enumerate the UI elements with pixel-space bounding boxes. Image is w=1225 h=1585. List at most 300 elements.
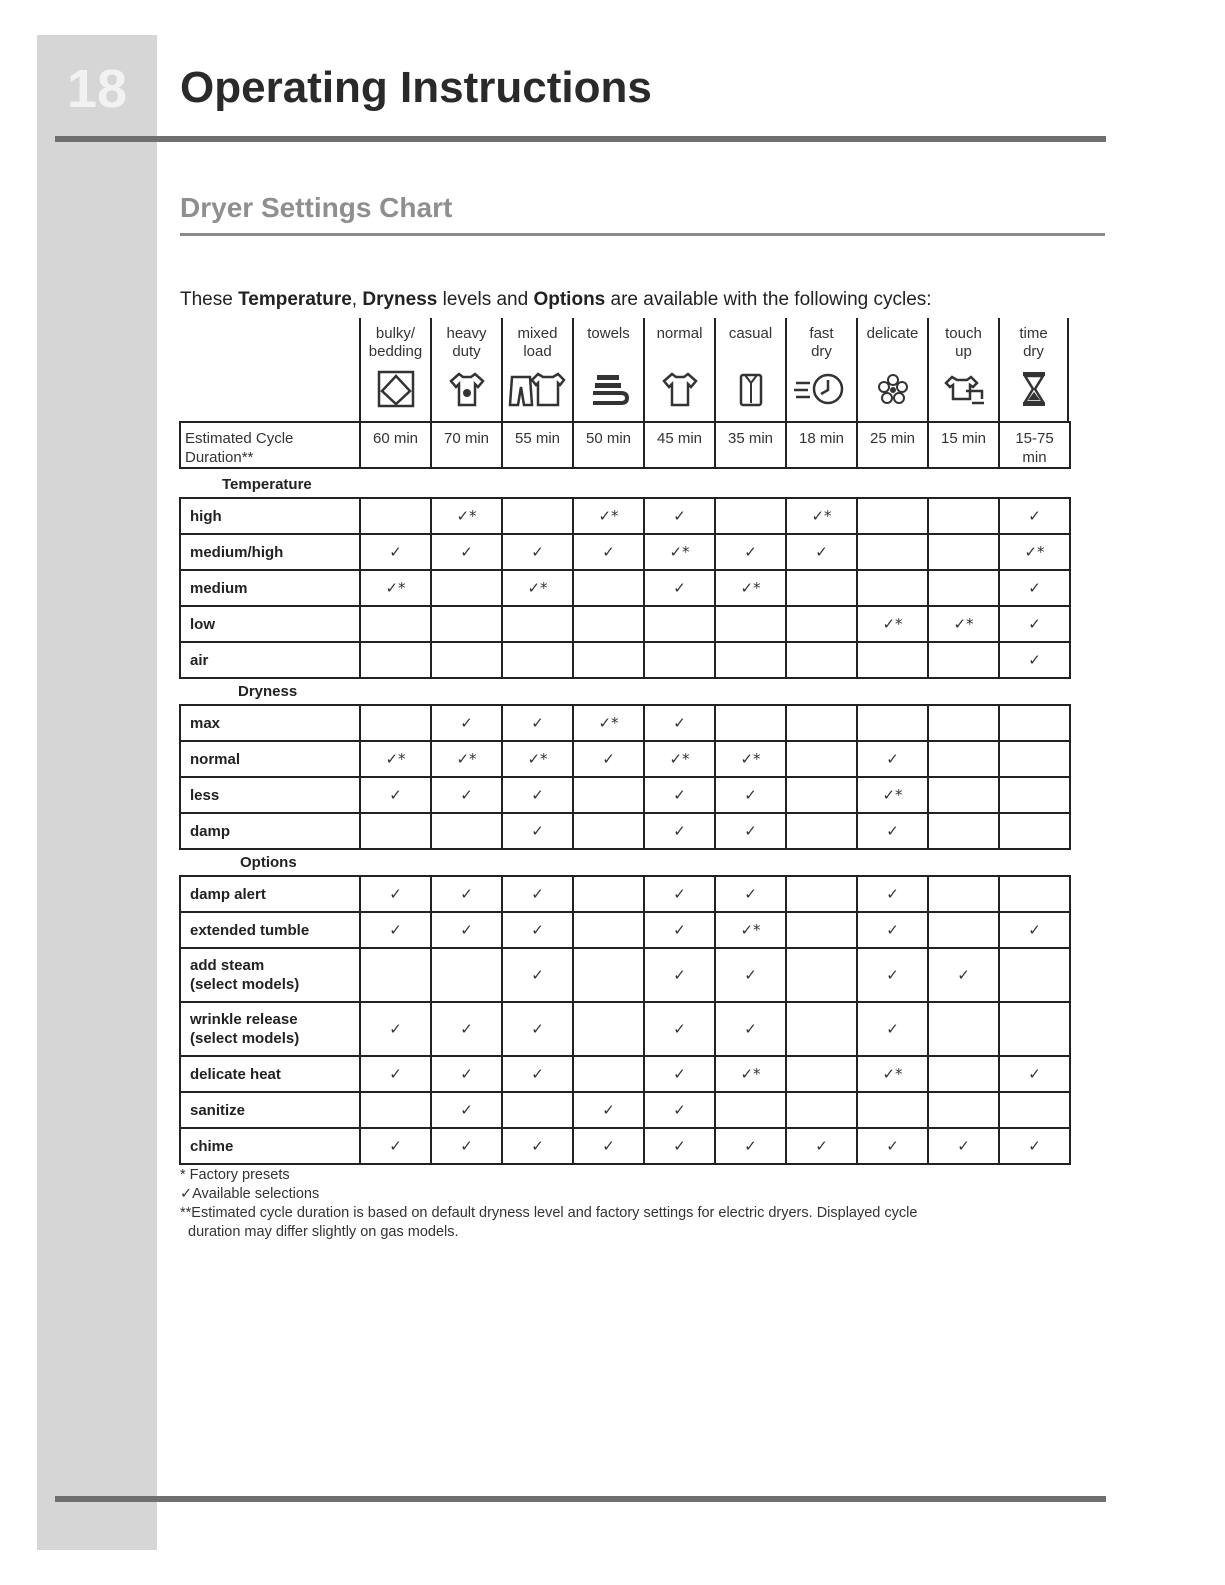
table-row xyxy=(180,876,1070,912)
check-mark: ✓ xyxy=(673,506,686,525)
check-mark: ✓* xyxy=(527,749,548,768)
check-mark: ✓ xyxy=(957,1136,970,1155)
check-cell xyxy=(928,813,999,849)
row-label: sanitize xyxy=(180,1092,360,1128)
table-row xyxy=(180,948,1070,1002)
check-cell xyxy=(999,570,1070,606)
check-mark: ✓ xyxy=(531,821,544,840)
check-cell xyxy=(431,1056,502,1092)
check-mark: ✓ xyxy=(815,1136,828,1155)
footnote-estimated-duration-cont: duration may differ slightly on gas models. xyxy=(188,1224,459,1240)
cycle-label: casual xyxy=(728,325,773,342)
check-cell xyxy=(431,498,502,534)
check-cell xyxy=(360,606,431,642)
table-row xyxy=(180,1002,1070,1056)
cycle-label: towels xyxy=(587,325,630,342)
casual-shirt-icon xyxy=(731,369,771,409)
check-cell xyxy=(360,642,431,678)
cycle-label: bulky/ bedding xyxy=(368,325,423,360)
options-table xyxy=(179,875,1071,1165)
check-mark: ✓ xyxy=(673,578,686,597)
check-cell xyxy=(999,534,1070,570)
check-cell xyxy=(431,642,502,678)
check-cell xyxy=(573,912,644,948)
check-mark: ✓ xyxy=(531,884,544,903)
check-mark: ✓ xyxy=(389,884,402,903)
check-cell xyxy=(573,534,644,570)
check-cell xyxy=(928,876,999,912)
check-mark: ✓* xyxy=(740,1064,761,1083)
check-cell xyxy=(715,876,786,912)
check-mark: ✓ xyxy=(602,1136,615,1155)
check-cell xyxy=(857,1002,928,1056)
check-cell xyxy=(502,876,573,912)
check-mark: ✓ xyxy=(460,542,473,561)
check-mark: ✓ xyxy=(673,1064,686,1083)
check-cell xyxy=(360,741,431,777)
row-label: max xyxy=(180,705,360,741)
footnote-estimated-duration: **Estimated cycle duration is based on default dryness level and factory settings for electric dryers. Displayed cycle xyxy=(180,1205,918,1221)
cycle-label: heavy duty xyxy=(446,325,487,360)
check-cell xyxy=(360,1056,431,1092)
check-cell xyxy=(786,741,857,777)
duration-cell: 60 min xyxy=(360,422,431,468)
check-cell xyxy=(715,777,786,813)
check-mark: ✓ xyxy=(602,1100,615,1119)
check-cell xyxy=(360,498,431,534)
cycle-label: time dry xyxy=(1019,325,1048,360)
check-cell xyxy=(999,1092,1070,1128)
check-cell xyxy=(857,876,928,912)
check-cell xyxy=(715,642,786,678)
check-mark: ✓ xyxy=(460,920,473,939)
check-mark: ✓ xyxy=(389,1136,402,1155)
check-cell xyxy=(431,876,502,912)
check-cell xyxy=(431,1092,502,1128)
check-mark: ✓ xyxy=(1028,578,1041,597)
row-label: high xyxy=(180,498,360,534)
section-title: Dryer Settings Chart xyxy=(180,192,453,223)
check-cell xyxy=(786,570,857,606)
check-cell xyxy=(360,1002,431,1056)
check-cell xyxy=(644,912,715,948)
check-cell xyxy=(857,498,928,534)
check-mark: ✓ xyxy=(744,884,757,903)
check-mark: ✓* xyxy=(456,506,477,525)
check-cell xyxy=(786,1002,857,1056)
cycle-header-heavy-duty xyxy=(430,318,501,422)
section-rule xyxy=(180,233,1105,236)
table-row xyxy=(180,642,1070,678)
duration-cell: 25 min xyxy=(857,422,928,468)
check-mark: ✓ xyxy=(1028,1064,1041,1083)
check-cell xyxy=(644,570,715,606)
table-row xyxy=(180,777,1070,813)
check-mark: ✓* xyxy=(740,920,761,939)
check-mark: ✓ xyxy=(531,713,544,732)
check-mark: ✓* xyxy=(882,1064,903,1083)
check-cell xyxy=(857,1128,928,1164)
check-cell xyxy=(928,606,999,642)
check-mark: ✓ xyxy=(460,1136,473,1155)
check-cell xyxy=(786,1056,857,1092)
check-cell xyxy=(360,1092,431,1128)
check-mark: ✓ xyxy=(673,785,686,804)
check-cell xyxy=(999,642,1070,678)
check-cell xyxy=(715,948,786,1002)
check-cell xyxy=(644,1128,715,1164)
check-cell xyxy=(360,570,431,606)
check-cell xyxy=(431,1128,502,1164)
duration-cell: 18 min xyxy=(786,422,857,468)
touch-up-icon xyxy=(942,369,986,409)
check-mark: ✓ xyxy=(389,920,402,939)
table-row xyxy=(180,498,1070,534)
cycle-label: mixed load xyxy=(517,325,558,360)
dryness-table xyxy=(179,704,1071,850)
row-label: extended tumble xyxy=(180,912,360,948)
group-title-options: Options xyxy=(240,854,297,871)
check-mark: ✓ xyxy=(673,821,686,840)
check-mark: ✓ xyxy=(460,884,473,903)
check-mark: ✓ xyxy=(673,713,686,732)
check-cell xyxy=(715,1128,786,1164)
check-cell xyxy=(786,912,857,948)
cycle-label: normal xyxy=(656,325,703,342)
check-cell xyxy=(786,1092,857,1128)
check-cell xyxy=(715,741,786,777)
check-cell xyxy=(573,1002,644,1056)
check-mark: ✓ xyxy=(531,1064,544,1083)
check-mark: ✓ xyxy=(531,785,544,804)
check-cell xyxy=(999,1002,1070,1056)
row-label: damp xyxy=(180,813,360,849)
check-mark: ✓* xyxy=(669,542,690,561)
check-cell xyxy=(786,876,857,912)
check-cell xyxy=(999,777,1070,813)
check-cell xyxy=(644,606,715,642)
cycle-header-time-dry xyxy=(998,318,1069,422)
check-cell xyxy=(431,741,502,777)
cycle-label: touch up xyxy=(945,325,982,360)
check-cell xyxy=(928,498,999,534)
cycle-header-delicate xyxy=(856,318,927,422)
check-cell xyxy=(857,912,928,948)
check-cell xyxy=(715,534,786,570)
row-label: chime xyxy=(180,1128,360,1164)
table-row xyxy=(180,570,1070,606)
intro-text: These Temperature, Dryness levels and Options are available with the following cycles: xyxy=(180,289,932,310)
table-row xyxy=(180,1056,1070,1092)
check-cell xyxy=(786,642,857,678)
mixed-load-icon xyxy=(508,369,568,409)
check-mark: ✓ xyxy=(673,965,686,984)
check-mark: ✓* xyxy=(527,578,548,597)
check-mark: ✓ xyxy=(460,713,473,732)
check-cell xyxy=(573,705,644,741)
check-cell xyxy=(857,705,928,741)
row-label: less xyxy=(180,777,360,813)
check-mark: ✓ xyxy=(389,785,402,804)
check-cell xyxy=(502,1056,573,1092)
check-cell xyxy=(502,948,573,1002)
check-mark: ✓ xyxy=(1028,1136,1041,1155)
page-number: 18 xyxy=(66,59,128,119)
duration-cell: 35 min xyxy=(715,422,786,468)
footnotes xyxy=(180,1166,1060,1242)
duration-cell: 15-75 min xyxy=(999,422,1070,468)
check-mark: ✓ xyxy=(673,1100,686,1119)
check-cell xyxy=(431,813,502,849)
check-cell xyxy=(644,705,715,741)
check-cell xyxy=(573,606,644,642)
group-title-dryness: Dryness xyxy=(238,683,298,700)
page-title: Operating Instructions xyxy=(180,63,652,112)
check-cell xyxy=(644,1002,715,1056)
check-cell xyxy=(360,948,431,1002)
check-cell xyxy=(928,705,999,741)
duration-cell: 15 min xyxy=(928,422,999,468)
check-cell xyxy=(573,777,644,813)
bottom-rule xyxy=(55,1496,1106,1502)
check-mark: ✓ xyxy=(744,785,757,804)
check-cell xyxy=(857,1092,928,1128)
check-cell xyxy=(715,1002,786,1056)
check-mark: ✓ xyxy=(886,1019,899,1038)
check-cell xyxy=(573,876,644,912)
check-cell xyxy=(857,948,928,1002)
bedding-icon xyxy=(376,369,416,409)
check-mark: ✓ xyxy=(389,1019,402,1038)
check-cell xyxy=(715,912,786,948)
check-mark: ✓* xyxy=(598,506,619,525)
check-cell xyxy=(786,777,857,813)
check-cell xyxy=(431,1002,502,1056)
row-label: medium/high xyxy=(180,534,360,570)
check-cell xyxy=(928,642,999,678)
duration-table xyxy=(179,421,1071,469)
check-cell xyxy=(999,813,1070,849)
cycle-label: delicate xyxy=(866,325,919,342)
temperature-table xyxy=(179,497,1071,679)
check-cell xyxy=(715,813,786,849)
check-cell xyxy=(502,912,573,948)
check-mark: ✓* xyxy=(740,749,761,768)
check-cell xyxy=(360,912,431,948)
cycle-header-towels xyxy=(572,318,643,422)
check-cell xyxy=(360,813,431,849)
check-cell xyxy=(857,642,928,678)
row-label: wrinkle release (select models) xyxy=(180,1002,360,1056)
towels-icon xyxy=(589,369,629,409)
check-cell xyxy=(573,1128,644,1164)
check-cell xyxy=(360,777,431,813)
check-cell xyxy=(928,570,999,606)
check-mark: ✓ xyxy=(602,749,615,768)
check-cell xyxy=(360,1128,431,1164)
check-cell xyxy=(786,1128,857,1164)
check-cell xyxy=(715,705,786,741)
check-mark: ✓ xyxy=(1028,506,1041,525)
check-cell xyxy=(573,1092,644,1128)
cycle-header-mixed-load xyxy=(501,318,572,422)
page-sidebar-band xyxy=(37,35,157,1550)
check-cell xyxy=(857,1056,928,1092)
table-row xyxy=(180,912,1070,948)
duration-cell: 50 min xyxy=(573,422,644,468)
check-cell xyxy=(857,741,928,777)
check-mark: ✓ xyxy=(744,965,757,984)
check-cell xyxy=(999,948,1070,1002)
fast-dry-clock-icon xyxy=(792,369,852,409)
check-cell xyxy=(644,813,715,849)
row-label: air xyxy=(180,642,360,678)
duration-cell: 55 min xyxy=(502,422,573,468)
check-cell xyxy=(786,813,857,849)
check-cell xyxy=(431,534,502,570)
check-cell xyxy=(786,606,857,642)
duration-label: Estimated Cycle Duration** xyxy=(180,422,360,468)
check-cell xyxy=(644,876,715,912)
check-cell xyxy=(502,1092,573,1128)
check-mark: ✓ xyxy=(744,1019,757,1038)
row-label: low xyxy=(180,606,360,642)
check-mark: ✓ xyxy=(744,1136,757,1155)
check-cell xyxy=(573,498,644,534)
check-cell xyxy=(999,912,1070,948)
check-cell xyxy=(999,876,1070,912)
check-mark: ✓ xyxy=(1028,920,1041,939)
heavy-duty-shirt-icon xyxy=(447,369,487,409)
footnote-available-selections: ✓Available selections xyxy=(180,1186,320,1202)
table-row xyxy=(180,534,1070,570)
row-label: add steam (select models) xyxy=(180,948,360,1002)
check-mark: ✓ xyxy=(460,1019,473,1038)
check-cell xyxy=(431,912,502,948)
check-mark: ✓ xyxy=(886,965,899,984)
check-cell xyxy=(928,1002,999,1056)
check-cell xyxy=(715,570,786,606)
row-label: damp alert xyxy=(180,876,360,912)
check-mark: ✓* xyxy=(953,614,974,633)
check-cell xyxy=(999,1056,1070,1092)
check-cell xyxy=(502,642,573,678)
check-cell xyxy=(573,813,644,849)
cycle-header-casual xyxy=(714,318,785,422)
check-mark: ✓* xyxy=(385,578,406,597)
check-mark: ✓ xyxy=(1028,614,1041,633)
check-mark: ✓ xyxy=(531,965,544,984)
check-mark: ✓ xyxy=(1028,650,1041,669)
check-cell xyxy=(431,705,502,741)
check-mark: ✓* xyxy=(882,785,903,804)
check-cell xyxy=(644,498,715,534)
check-cell xyxy=(928,741,999,777)
check-mark: ✓* xyxy=(598,713,619,732)
check-cell xyxy=(431,948,502,1002)
duration-cell: 45 min xyxy=(644,422,715,468)
check-mark: ✓ xyxy=(460,1100,473,1119)
check-cell xyxy=(644,1056,715,1092)
check-cell xyxy=(573,570,644,606)
check-cell xyxy=(360,876,431,912)
check-mark: ✓ xyxy=(886,1136,899,1155)
check-cell xyxy=(644,741,715,777)
check-cell xyxy=(999,498,1070,534)
check-mark: ✓ xyxy=(673,884,686,903)
check-cell xyxy=(928,1092,999,1128)
check-mark: ✓ xyxy=(531,920,544,939)
check-cell xyxy=(502,813,573,849)
check-cell xyxy=(502,1128,573,1164)
check-cell xyxy=(999,741,1070,777)
check-mark: ✓ xyxy=(673,1019,686,1038)
check-cell xyxy=(502,777,573,813)
check-mark: ✓ xyxy=(744,542,757,561)
check-cell xyxy=(644,948,715,1002)
check-cell xyxy=(857,534,928,570)
cycle-header-normal xyxy=(643,318,714,422)
check-cell xyxy=(715,606,786,642)
check-mark: ✓ xyxy=(531,1019,544,1038)
check-mark: ✓ xyxy=(886,920,899,939)
normal-shirt-icon xyxy=(660,369,700,409)
delicate-flower-icon xyxy=(873,369,913,409)
check-cell xyxy=(644,642,715,678)
check-cell xyxy=(573,741,644,777)
cycle-header-bulky-bedding xyxy=(359,318,430,422)
check-cell xyxy=(573,642,644,678)
check-cell xyxy=(502,570,573,606)
check-cell xyxy=(928,777,999,813)
check-mark: ✓ xyxy=(886,821,899,840)
check-mark: ✓ xyxy=(886,884,899,903)
check-mark: ✓ xyxy=(886,749,899,768)
title-rule xyxy=(55,136,1106,142)
cycle-header-touch-up xyxy=(927,318,998,422)
check-cell xyxy=(360,705,431,741)
cycle-label: fast dry xyxy=(809,325,834,360)
check-cell xyxy=(502,498,573,534)
row-label: normal xyxy=(180,741,360,777)
check-mark: ✓* xyxy=(1024,542,1045,561)
duration-cell: 70 min xyxy=(431,422,502,468)
check-cell xyxy=(573,1056,644,1092)
check-mark: ✓* xyxy=(456,749,477,768)
check-mark: ✓* xyxy=(669,749,690,768)
table-row xyxy=(180,741,1070,777)
check-mark: ✓ xyxy=(531,542,544,561)
check-cell xyxy=(715,1056,786,1092)
check-cell xyxy=(431,606,502,642)
table-row xyxy=(180,606,1070,642)
check-cell xyxy=(644,534,715,570)
time-dry-hourglass-icon xyxy=(1014,369,1054,409)
check-cell xyxy=(928,948,999,1002)
check-cell xyxy=(715,1092,786,1128)
check-cell xyxy=(857,777,928,813)
check-cell xyxy=(786,948,857,1002)
check-cell xyxy=(573,948,644,1002)
check-cell xyxy=(431,570,502,606)
footnote-factory-presets: * Factory presets xyxy=(180,1167,290,1183)
check-cell xyxy=(502,606,573,642)
check-mark: ✓ xyxy=(673,920,686,939)
check-mark: ✓* xyxy=(882,614,903,633)
check-cell xyxy=(999,606,1070,642)
table-row xyxy=(180,813,1070,849)
table-row xyxy=(180,1092,1070,1128)
